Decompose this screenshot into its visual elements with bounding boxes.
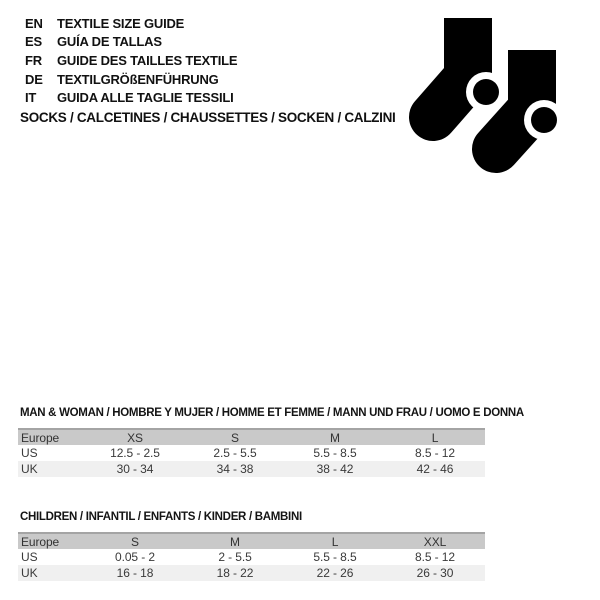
sock-left: [433, 18, 506, 117]
cell: 8.5 - 12: [415, 550, 455, 564]
header-s: S: [131, 534, 139, 549]
header-m: M: [330, 430, 340, 445]
cell: 22 - 26: [316, 566, 354, 580]
cell: 34 - 38: [216, 462, 254, 476]
children-table-title: CHILDREN / INFANTIL / ENFANTS / KINDER / BAMBINI: [20, 511, 302, 523]
cell: 2 - 5.5: [218, 550, 252, 564]
row-label: UK: [21, 462, 38, 476]
cell: 30 - 34: [116, 462, 154, 476]
header-l: L: [431, 430, 439, 445]
header-europe: Europe: [21, 430, 60, 445]
category-title: SOCKS / CALCETINES / CHAUSSETTES / SOCKEN / CALZINI: [20, 110, 396, 125]
row-label: UK: [21, 566, 38, 580]
adult-table-header-row: [18, 428, 485, 445]
language-list: [25, 14, 237, 107]
sock-right: [496, 50, 564, 149]
cell: 26 - 30: [416, 566, 454, 580]
cell: 18 - 22: [216, 566, 254, 580]
row-label: US: [21, 550, 38, 564]
table-row-uk: [18, 461, 485, 477]
cell: 2.5 - 5.5: [213, 446, 257, 460]
table-row-uk: [18, 565, 485, 581]
language-label: GUÍA DE TALLAS: [57, 34, 162, 50]
cell: 0.05 - 2: [115, 550, 155, 564]
header-m: M: [230, 534, 240, 549]
language-row-it: [25, 88, 237, 107]
header-s: S: [231, 430, 239, 445]
table-row-us: [18, 445, 485, 461]
language-code: IT: [25, 90, 37, 106]
language-code: DE: [25, 71, 43, 87]
language-label: GUIDA ALLE TAGLIE TESSILI: [57, 90, 234, 106]
cell: 5.5 - 8.5: [313, 550, 357, 564]
children-table-header-row: [18, 532, 485, 549]
header-xs: XS: [127, 430, 143, 445]
language-label: GUIDE DES TAILLES TEXTILE: [57, 52, 238, 68]
children-size-table: [18, 510, 485, 581]
row-label: US: [21, 446, 38, 460]
cell: 38 - 42: [316, 462, 354, 476]
language-code: FR: [25, 52, 42, 68]
language-row-en: [25, 14, 237, 33]
language-code: EN: [25, 15, 43, 31]
socks-icon: [395, 5, 580, 190]
cell: 42 - 46: [416, 462, 454, 476]
language-row-fr: [25, 51, 237, 70]
cell: 5.5 - 8.5: [313, 446, 357, 460]
cell: 8.5 - 12: [415, 446, 455, 460]
cell: 16 - 18: [116, 566, 154, 580]
language-label: TEXTILE SIZE GUIDE: [57, 15, 185, 31]
table-row-us: [18, 549, 485, 565]
header-europe: Europe: [21, 534, 60, 549]
header-l: L: [331, 534, 339, 549]
adult-table-title: MAN & WOMAN / HOMBRE Y MUJER / HOMME ET FEMME / MANN UND FRAU / UOMO E DONNA: [20, 407, 524, 419]
language-row-es: [25, 33, 237, 52]
adult-size-table: [18, 406, 524, 477]
language-label: TEXTILGRÖßENFÜHRUNG: [57, 71, 219, 87]
header-xxl: XXL: [423, 534, 447, 549]
language-row-de: [25, 70, 237, 89]
cell: 12.5 - 2.5: [110, 446, 160, 460]
language-code: ES: [25, 34, 42, 50]
